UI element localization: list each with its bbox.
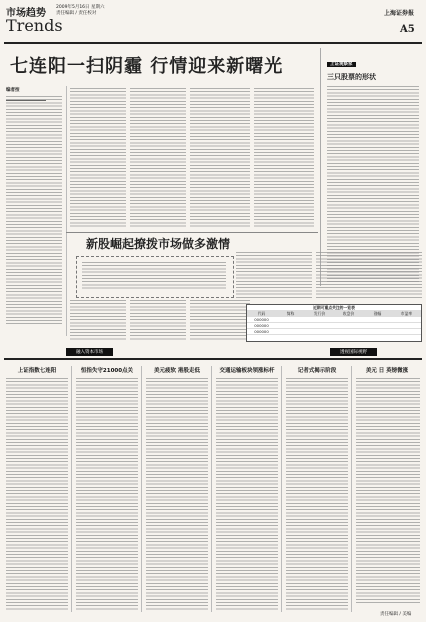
bottom-column-2 xyxy=(76,378,138,610)
bottom-column-6 xyxy=(356,378,420,604)
table-header: 市盈率 xyxy=(400,311,413,316)
bottom-headline-2: 恒指失守21000点关 xyxy=(80,368,134,374)
left-column-subhead xyxy=(6,100,46,103)
masthead xyxy=(0,0,426,42)
left-column-text xyxy=(6,96,62,326)
bottom-headline-1: 上证指数七连阳 xyxy=(17,368,57,374)
editor-line: 责任编辑 / 责任校对 xyxy=(56,11,97,16)
bottom-divider xyxy=(351,366,352,612)
tab-international[interactable]: 透视国际视野 xyxy=(330,348,377,356)
article-lower-5 xyxy=(316,252,422,300)
article-lower-1 xyxy=(70,300,126,340)
stock-table xyxy=(246,304,422,342)
bottom-headline-6: 美元 日 英镑微涨 xyxy=(365,368,409,374)
bottom-headline-3: 美元疲软 港股走低 xyxy=(154,368,200,374)
bottom-headline-4: 交通运输板块领涨标杆 xyxy=(219,368,275,374)
table-cell: 000000 xyxy=(254,329,269,334)
footer-note: 责任编辑 / 美编 xyxy=(380,612,412,617)
issue-date: 2009年5月16日 星期六 xyxy=(56,5,105,10)
article-column-5 xyxy=(254,88,314,228)
pull-quote-text xyxy=(82,262,226,290)
article-lower-4 xyxy=(236,252,312,300)
article-lower-2 xyxy=(130,300,186,340)
section-tabs xyxy=(66,348,113,356)
table-header: 代码 xyxy=(257,311,266,316)
page-number: A5 xyxy=(400,24,415,35)
bottom-headline-5: 记者式揭示阶段 xyxy=(297,368,337,374)
section-title-en: Trends xyxy=(6,16,63,35)
paper-name: 上海证券报 xyxy=(384,10,415,17)
bottom-divider xyxy=(141,366,142,612)
table-header: 收盘价 xyxy=(342,311,355,316)
article-lower-3 xyxy=(190,300,250,340)
table-row xyxy=(247,329,421,335)
table-cell: 000000 xyxy=(254,317,269,322)
bottom-divider xyxy=(71,366,72,612)
bottom-column-3 xyxy=(146,378,208,610)
table-header: 简称 xyxy=(286,311,295,316)
second-headline: 新股崛起撩拨市场做多激情 xyxy=(86,237,231,251)
sidebar-label: 编者按 xyxy=(6,88,20,93)
table-header: 涨幅 xyxy=(373,311,382,316)
opinion-title: 三只股票的形状 xyxy=(327,72,376,81)
article-column-4 xyxy=(190,88,250,228)
table-header: 发行价 xyxy=(313,311,326,316)
masthead-rule xyxy=(4,42,422,44)
table-cell: 000000 xyxy=(254,323,269,328)
bottom-divider xyxy=(281,366,282,612)
article-column-3 xyxy=(130,88,186,228)
section-tabs-right xyxy=(330,348,377,356)
lower-section-rule xyxy=(4,358,422,360)
main-headline: 七连阳一扫阴霾 行情迎来新曙光 xyxy=(10,56,284,77)
section-title-cn: 市场趋势 xyxy=(6,8,46,19)
tab-capital-market[interactable]: 融入资本市场 xyxy=(66,348,113,356)
column-divider-1 xyxy=(66,86,67,336)
bottom-column-4 xyxy=(216,378,278,610)
opinion-tag: 上证观察家 xyxy=(327,62,356,67)
table-title: 近期可重点关注的一览表 xyxy=(313,305,355,310)
article-column-2 xyxy=(70,88,126,228)
bottom-divider xyxy=(211,366,212,612)
bottom-column-1 xyxy=(6,378,68,610)
bottom-column-5 xyxy=(286,378,348,610)
right-opinion-box xyxy=(320,48,423,286)
